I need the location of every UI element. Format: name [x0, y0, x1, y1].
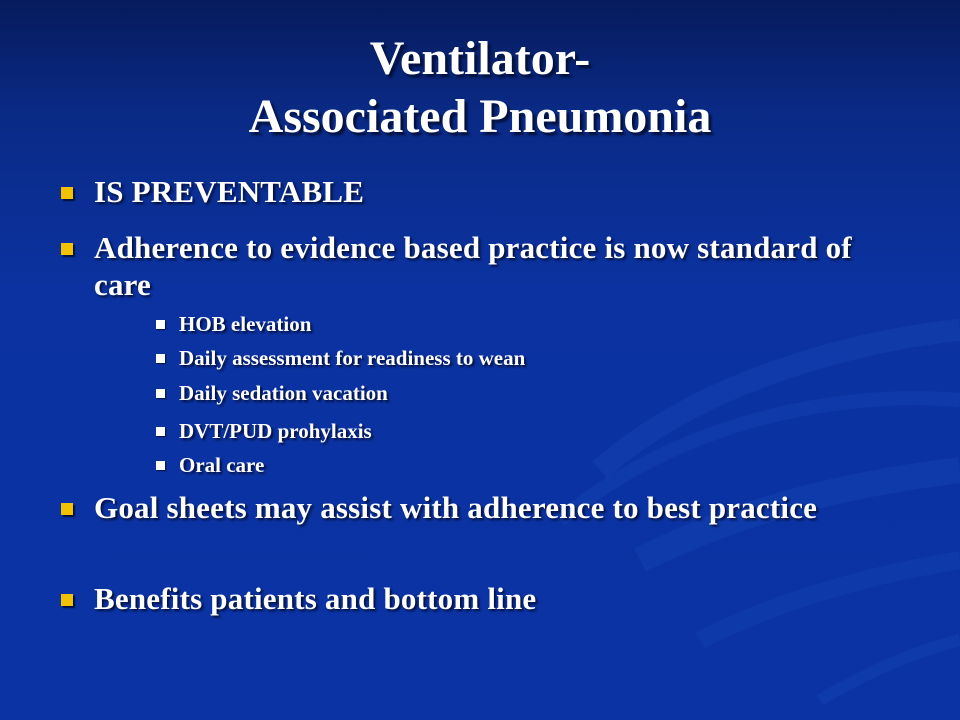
bullet-item: [94, 580, 874, 617]
sub-bullet-item: [179, 452, 779, 478]
square-bullet-icon: [156, 354, 165, 363]
bullet-text: IS PREVENTABLE: [94, 174, 365, 209]
bullet-text: Goal sheets may assist with adherence to best practice: [94, 490, 818, 525]
square-bullet-icon: [156, 461, 165, 470]
title-line-2: Associated Pneumonia: [248, 90, 712, 143]
bullet-text: Benefits patients and bottom line: [94, 581, 537, 616]
sub-bullet-text: Daily sedation vacation: [179, 381, 388, 405]
title-line-1: Ventilator-: [369, 32, 591, 85]
bullet-text: Adherence to evidence based practice is now standard of care: [94, 230, 852, 302]
sub-bullet-item: [179, 418, 779, 444]
sub-bullet-item: [179, 345, 779, 371]
sub-bullet-text: HOB elevation: [179, 312, 312, 336]
sub-bullet-text: Oral care: [179, 453, 265, 477]
square-bullet-icon: [61, 187, 73, 199]
square-bullet-icon: [156, 389, 165, 398]
square-bullet-icon: [61, 243, 73, 255]
bullet-item: [94, 173, 874, 210]
square-bullet-icon: [61, 503, 73, 515]
sub-bullet-item: [179, 311, 779, 337]
sub-bullet-item: [179, 380, 779, 406]
square-bullet-icon: [61, 594, 73, 606]
square-bullet-icon: [156, 427, 165, 436]
square-bullet-icon: [156, 320, 165, 329]
bullet-item: [94, 489, 874, 526]
sub-bullet-text: Daily assessment for readiness to wean: [179, 346, 526, 370]
bullet-item: [94, 229, 874, 303]
sub-bullet-text: DVT/PUD prohylaxis: [179, 419, 372, 443]
